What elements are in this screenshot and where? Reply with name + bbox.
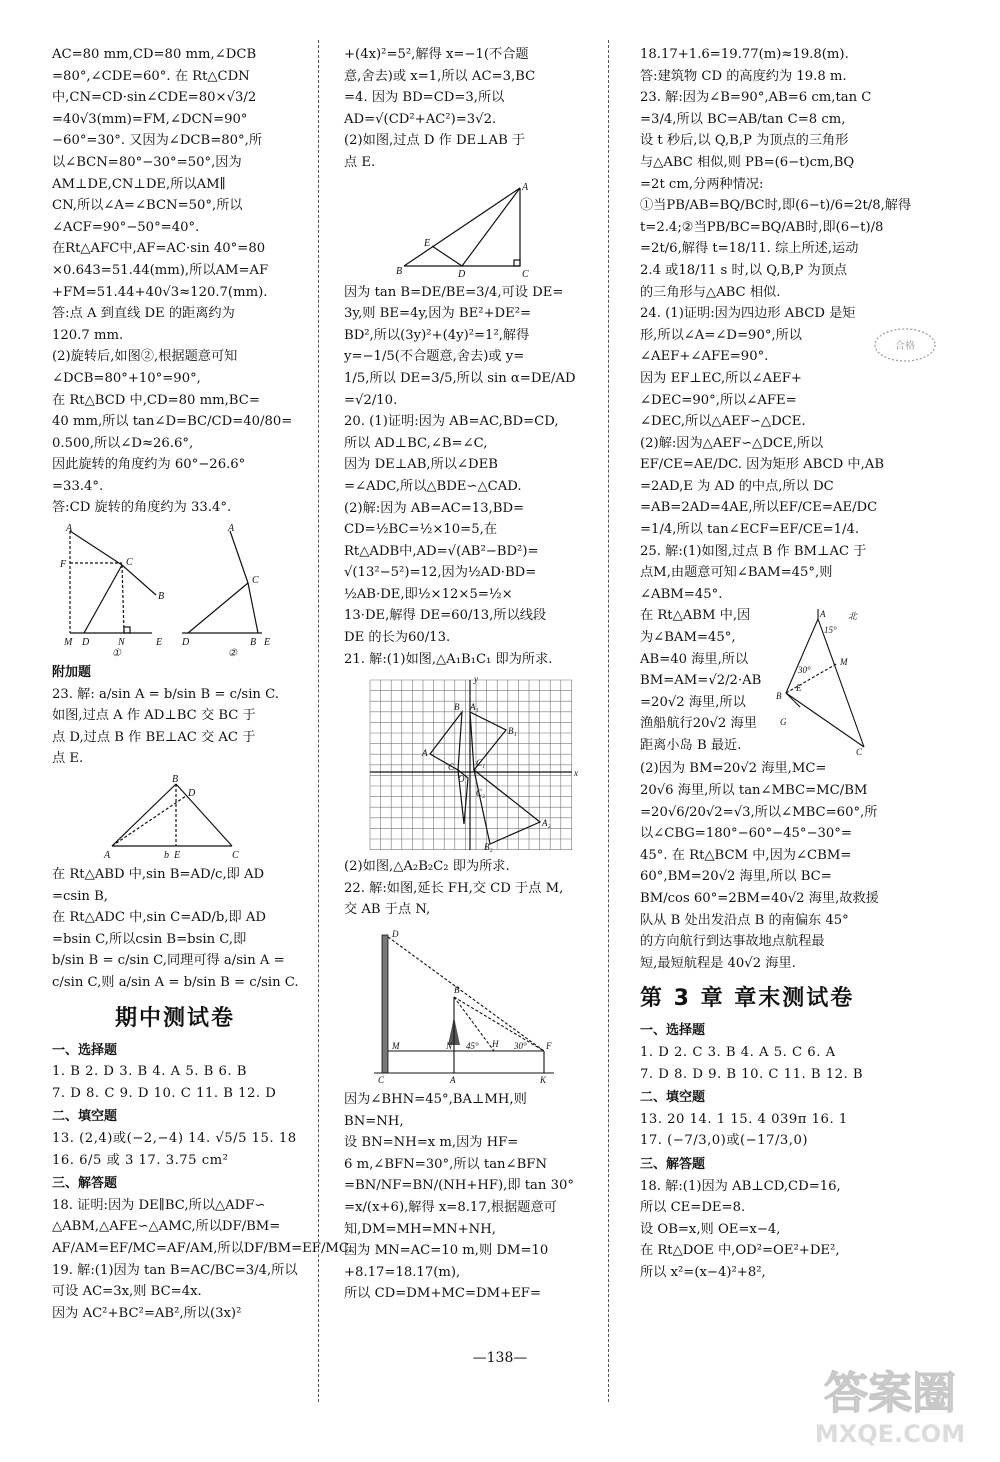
fig6-label: F xyxy=(546,1041,552,1052)
fig1-label: C xyxy=(126,557,133,569)
col2-text-d xyxy=(344,1089,584,1305)
fig5-label: C₁ xyxy=(476,758,486,769)
column-2 xyxy=(344,44,584,1305)
text-line: 以∠CBG=180°−60°−45°−30°= xyxy=(640,826,852,842)
fig1-label: N xyxy=(118,637,125,649)
text-line: 20√6 海里,所以 tan∠MBC=MC/BM xyxy=(640,783,868,799)
text-line: +8.17=18.17(m), xyxy=(344,1264,461,1280)
text-line: AF/AM=EF/MC=AF/AM,所以DF/BM=EF/MC. xyxy=(52,1240,353,1256)
fig2-label: D xyxy=(182,637,190,649)
col2-text-c xyxy=(344,856,584,921)
text-line: BM=AM=√2/2·AB xyxy=(640,673,762,689)
choice-answers-1: 1. D 2. C 3. B 4. A 5. C 6. A xyxy=(640,1044,836,1060)
text-line: 1/5,所以 DE=3/5,所以 sin α=DE/AD xyxy=(344,370,576,386)
fill-answers-1: 13. (2,4)或(−2,−4) 14. √5/5 15. 18 xyxy=(52,1130,297,1146)
fig1-label: F xyxy=(60,559,67,571)
text-line: 21. 解:(1)如图,△A₁B₁C₁ 即为所求. xyxy=(344,651,553,667)
fig3-label: A xyxy=(104,850,111,862)
midterm-test-title: 期中测试卷 xyxy=(114,1005,235,1031)
text-line: (2)解:因为 AB=AC=13,BD= xyxy=(344,500,525,516)
text-line: ∠ABM=45°. xyxy=(640,586,723,602)
text-line: =2AD,E 为 AD 的中点,所以 DC xyxy=(640,478,834,494)
text-line: ∠DEC=90°,所以∠AFE= xyxy=(640,392,797,408)
fig2-label: E xyxy=(264,637,271,649)
stamp-text: 合格 xyxy=(895,341,915,352)
text-line: 短,最短航程是 40√2 海里. xyxy=(640,955,796,971)
section-fill: 二、填空题 xyxy=(640,1090,706,1106)
text-line: =∠ADC,所以△BDE∽△CAD. xyxy=(344,478,522,494)
text-line: ∠DEC,所以△AEF∽△DCE. xyxy=(640,414,806,430)
fig5-label: A₁ xyxy=(470,702,479,713)
text-line: 点 E. xyxy=(344,154,376,170)
text-line: 因为 MN=AC=10 m,则 DM=10 xyxy=(344,1243,549,1259)
text-line: 20. (1)证明:因为 AB=AC,BD=CD, xyxy=(344,414,559,430)
text-line: =33.4°. xyxy=(52,478,104,494)
text-line: =BN/NF=BN/(NH+HF),即 tan 30° xyxy=(344,1178,574,1194)
fig2-label: A xyxy=(228,523,235,535)
col1-text-c xyxy=(52,864,298,994)
text-line: 在 Rt△DOE 中,OD²=OE²+DE², xyxy=(640,1243,840,1259)
col2-text-b xyxy=(344,282,584,671)
fig3-label: b xyxy=(164,850,169,862)
text-line: BD²,所以(3y)²+(4y)²=1²,解得 xyxy=(344,327,530,343)
text-line: 所以 CE=DE=8. xyxy=(640,1200,746,1216)
fig7-label: B xyxy=(776,691,782,702)
text-line: +FM=51.44+40√3≈120.7(mm). xyxy=(52,284,268,300)
text-line: 在Rt△AFC中,AF=AC·sin 40°=80 xyxy=(52,241,266,257)
section-fill: 二、填空题 xyxy=(52,1109,118,1125)
fig6-label: B xyxy=(454,985,460,996)
text-line: b/sin B = c/sin C,同理可得 a/sin A = xyxy=(52,953,285,969)
text-line: =x/(x+6),解得 x=8.17,根据题意可 xyxy=(344,1200,557,1215)
text-line: =4. 因为 BD=CD=3,所以 xyxy=(344,90,505,106)
text-line: 与△ABC 相似,则 PB=(6−t)cm,BQ xyxy=(640,154,855,170)
text-line: 答:CD 旋转的角度约为 33.4°. xyxy=(52,500,232,516)
text-line: t=2.4;②当PB/BC=BQ/AB时,即(6−t)/8 xyxy=(640,219,884,235)
text-line: 在 Rt△ADC 中,sin C=AD/b,即 AD xyxy=(52,910,266,926)
text-line: y=−1/5(不合题意,舍去)或 y= xyxy=(344,349,525,365)
text-line: 点M,由题意可知∠BAM=45°,则 xyxy=(640,565,833,581)
col3-text-b xyxy=(640,605,770,756)
text-line: CN,所以∠A=∠BCN=50°,所以 xyxy=(52,198,243,214)
fig1-label: ① xyxy=(112,648,121,660)
text-line: 18. 证明:因为 DE∥BC,所以△ADF∽ xyxy=(52,1197,266,1213)
text-line: (2)因为 BM=20√2 海里,MC= xyxy=(640,761,827,777)
text-line: ∠DCB=80°+10°=90°, xyxy=(52,370,201,386)
text-line: 22. 解:如图,延长 FH,交 CD 于点 M, xyxy=(344,880,564,896)
fig7-label: M xyxy=(840,657,848,668)
column-divider-left xyxy=(318,40,319,1402)
text-line: =csin B, xyxy=(52,888,108,904)
text-line: 为∠BAM=45°, xyxy=(640,630,736,646)
text-line: =40√3(mm)=FM,∠DCN=90° xyxy=(52,111,248,127)
fig7-label: E xyxy=(796,683,802,694)
text-line: =3/4,所以 BC=AB/tan C=8 cm, xyxy=(640,111,846,127)
text-line: 的方向航行到达事故地点航程最 xyxy=(640,934,825,950)
text-line: 23. 解:因为∠B=90°,AB=6 cm,tan C xyxy=(640,90,872,106)
text-line: 因为 EF⊥EC,所以∠AEF+ xyxy=(640,370,802,386)
text-line: 所以 CD=DM+MC=DM+EF= xyxy=(344,1286,542,1302)
figure-grid-transform xyxy=(344,674,584,852)
text-line: 40 mm,所以 tan∠D=BC/CD=40/80= xyxy=(52,414,293,430)
text-line: 可设 AC=3x,则 BC=4x. xyxy=(52,1284,202,1300)
choice-answers-2: 7. D 8. D 9. B 10. C 11. B 12. B xyxy=(640,1066,864,1082)
text-line: 中,CN=CD·sin∠CDE=80×√3/2 xyxy=(52,90,257,106)
text-line: BM/cos 60°=2BM=40√2 海里,故救援 xyxy=(640,891,879,906)
fig3-label: E xyxy=(174,850,181,862)
fig4-label: D xyxy=(458,268,466,280)
fig6-label: 45° xyxy=(466,1041,479,1052)
fig3-label: C xyxy=(232,850,239,862)
text-line: 渔船航行20√2 海里 xyxy=(640,716,757,732)
text-line: 6 m,∠BFN=30°,所以 tan∠BFN xyxy=(344,1156,547,1172)
text-line: 如图,过点 A 作 AD⊥BC 交 BC 于 xyxy=(52,708,256,724)
fig5-label: O xyxy=(458,774,465,785)
fig5-label: A₂ xyxy=(542,818,551,829)
text-line: 点 D,过点 B 作 BE⊥AC 交 AC 于 xyxy=(52,729,256,745)
text-line: AM⊥DE,CN⊥DE,所以AM∥ xyxy=(52,176,226,192)
figure-right-triangle xyxy=(344,178,584,278)
text-line: 3y,则 BE=4y,因为 BE²+DE²= xyxy=(344,306,532,322)
text-line: =20√2 海里,所以 xyxy=(640,694,746,710)
text-line: ×0.643=51.44(mm),所以AM=AF xyxy=(52,262,269,278)
text-line: 因为∠BHN=45°,BA⊥MH,则 xyxy=(344,1092,527,1108)
text-line: 点 E. xyxy=(52,751,84,767)
fig6-label: D xyxy=(392,929,399,940)
text-line: 24. (1)证明:因为四边形 ABCD 是矩 xyxy=(640,306,856,322)
fig5-label: B₁ xyxy=(508,726,517,737)
fig4-label: C xyxy=(522,268,529,280)
text-line: (2)解:因为△AEF∽△DCE,所以 xyxy=(640,435,824,451)
fig5-label: B xyxy=(454,702,460,713)
page-number: —138— xyxy=(472,1350,528,1366)
fig1-label: M xyxy=(64,637,73,649)
text-line: c/sin C,则 a/sin A = b/sin B = c/sin C. xyxy=(52,975,299,990)
figure-triangle-abc xyxy=(52,774,292,860)
text-line: 因此旋转的角度约为 60°−26.6° xyxy=(52,457,246,473)
text-line: =2t/6,解得 t=18/11. 综上所述,运动 xyxy=(640,241,859,257)
text-line: √(13²−5²)=12,因为½AD·BD= xyxy=(344,565,537,581)
text-line: 45°. 在 Rt△BCM 中,因为∠CBM= xyxy=(640,847,852,863)
section-choice: 一、选择题 xyxy=(52,1042,118,1058)
text-line: BN=NH, xyxy=(344,1113,404,1129)
choice-answers-1: 1. B 2. D 3. B 4. A 5. B 6. B xyxy=(52,1064,247,1080)
fig7-label: 北 xyxy=(848,611,858,622)
fig6-label: C xyxy=(378,1075,385,1086)
text-line: 交 AB 于点 N, xyxy=(344,902,431,918)
text-line: EF/CE=AE/DC. 因为矩形 ABCD 中,AB xyxy=(640,457,885,473)
watermark-text-en: MXQE.COM xyxy=(814,1420,966,1448)
fig3-label: D xyxy=(188,788,196,800)
text-line: =√2/10. xyxy=(344,392,398,408)
col1-text-b xyxy=(52,684,298,770)
text-line: CD=½BC=½×10=5,在 xyxy=(344,522,498,538)
choice-answers-2: 7. D 8. C 9. D 10. C 11. B 12. D xyxy=(52,1085,277,1101)
watermark-text-cn: 答案圈 xyxy=(824,1368,956,1419)
fig5-label: x xyxy=(574,768,578,779)
text-line: +(4x)²=5²,解得 x=−1(不合题 xyxy=(344,47,529,62)
fill-answers-1: 13. 20 14. 1 15. 4 039π 16. 1 xyxy=(640,1111,848,1127)
text-line: (2)如图,△A₂B₂C₂ 即为所求. xyxy=(344,859,510,875)
text-line: 13·DE,解得 DE=60/13,所以线段 xyxy=(344,608,547,624)
text-line: 形,所以∠A=∠D=90°,所以 xyxy=(640,327,802,343)
text-line: DE 的长为60/13. xyxy=(344,630,451,646)
text-line: ①当PB/AB=BQ/BC时,即(6−t)/6=2t/8,解得 xyxy=(640,198,912,214)
section-solve: 三、解答题 xyxy=(640,1156,706,1172)
text-line: 120.7 mm. xyxy=(52,327,124,343)
text-line: ∠AEF+∠AFE=90°. xyxy=(640,349,769,365)
fig5-label: B₂ xyxy=(484,842,493,853)
text-line: 在 Rt△ABM 中,因 xyxy=(640,608,751,624)
text-line: 在 Rt△BCD 中,CD=80 mm,BC= xyxy=(52,392,260,408)
col2-text-a xyxy=(344,44,584,174)
figure-rotation-diagram xyxy=(52,523,292,658)
text-line: 0.500,所以∠D≈26.6°, xyxy=(52,435,194,451)
text-line: 19. 解:(1)因为 tan B=AC/BC=3/4,所以 xyxy=(52,1262,298,1278)
fig7-label: C xyxy=(856,747,863,758)
text-line: 所以 AD⊥BC,∠B=∠C, xyxy=(344,435,488,451)
fig5-label: A xyxy=(422,748,428,759)
column-divider-right xyxy=(608,40,609,1402)
text-line: 23. 解: a/sin A = b/sin B = c/sin C. xyxy=(52,686,279,702)
fill-answers-2: 16. 6/5 或 3 17. 3.75 cm² xyxy=(52,1152,229,1168)
fig7-label: 30° xyxy=(798,665,811,676)
fig5-label: y xyxy=(474,674,478,685)
text-line: 答:点 A 到直线 DE 的距离约为 xyxy=(52,306,235,322)
fig2-label: ② xyxy=(228,648,237,660)
text-line: =bsin C,所以csin B=bsin C,即 xyxy=(52,931,247,947)
text-line: 18. 解:(1)因为 AB⊥CD,CD=16, xyxy=(640,1178,841,1194)
text-line: 距离小岛 B 最近. xyxy=(640,738,742,753)
col3-text-d xyxy=(640,1176,876,1284)
stamp-mark xyxy=(870,325,940,365)
fig1-label: A xyxy=(66,523,73,535)
section-solve: 三、解答题 xyxy=(52,1176,118,1192)
fig4-label: B xyxy=(396,265,403,277)
fig3-label: B xyxy=(172,774,179,786)
text-line: (2)如图,过点 D 作 DE⊥AB 于 xyxy=(344,133,526,149)
text-line: 在 Rt△ABD 中,sin B=AD/c,即 AD xyxy=(52,867,265,883)
text-line: −60°=30°. 又因为∠DCB=80°,所 xyxy=(52,133,263,149)
text-line: 设 BN=NH=x m,因为 HF= xyxy=(344,1135,519,1151)
fig1-label: E xyxy=(156,637,163,649)
fig5-label: C₂ xyxy=(476,788,486,799)
text-line: 所以 x²=(x−4)²+8², xyxy=(640,1264,766,1280)
figure-navigation-map xyxy=(776,607,876,758)
text-line: AD=√(CD²+AC²)=3√2. xyxy=(344,111,497,127)
text-line: △ABM,△AFE∽△AMC,所以DF/BM= xyxy=(52,1219,281,1235)
col1-text-a xyxy=(52,44,298,519)
text-line: 因为 AC²+BC²=AB²,所以(3x)² xyxy=(52,1305,242,1321)
column-1 xyxy=(52,44,353,1324)
section-choice: 一、选择题 xyxy=(640,1023,706,1039)
fig7-label: G xyxy=(780,717,787,728)
text-line: 因为 DE⊥AB,所以∠DEB xyxy=(344,457,498,473)
fig6-label: N xyxy=(446,1041,453,1052)
fig2-label: C xyxy=(252,575,259,587)
text-line: 60°,BM=20√2 海里,所以 BC= xyxy=(640,869,832,885)
fig1-label: D xyxy=(82,637,90,649)
text-line: (2)旋转后,如图②,根据题意可知 xyxy=(52,349,238,365)
col3-text-c xyxy=(640,758,879,974)
fig6-label: M xyxy=(392,1041,400,1052)
text-line: 队从 B 处出发沿点 B 的南偏东 45° xyxy=(640,912,849,928)
chapter3-test-title: 第 3 章 章末测试卷 xyxy=(640,986,855,1012)
text-line: =2t cm,分两种情况: xyxy=(640,176,764,192)
fig7-label: 15° xyxy=(824,625,837,636)
q25-block xyxy=(640,605,876,758)
fig4-label: E xyxy=(424,237,431,249)
watermark-logo xyxy=(792,1352,988,1452)
extra-questions-title: 附加题 xyxy=(52,665,92,681)
text-line: 知,DM=MH=MN+NH, xyxy=(344,1221,496,1237)
text-line: =AB=2AD=4AE,所以EF/CE=AE/DC xyxy=(640,500,878,516)
text-line: Rt△ADB中,AD=√(AB²−BD²)= xyxy=(344,543,539,559)
text-line: 25. 解:(1)如图,过点 B 作 BM⊥AC 于 xyxy=(640,543,867,559)
text-line: 答:建筑物 CD 的高度约为 19.8 m. xyxy=(640,68,847,84)
text-line: =1/4,所以 tan∠ECF=EF/CE=1/4. xyxy=(640,522,860,538)
figure-building-height xyxy=(344,925,584,1085)
fig6-label: K xyxy=(540,1075,547,1086)
text-line: AB=40 海里,所以 xyxy=(640,651,749,667)
text-line: AC=80 mm,CD=80 mm,∠DCB xyxy=(52,47,257,62)
fig7-label: A xyxy=(820,609,826,620)
fig6-label: 30° xyxy=(514,1041,527,1052)
fill-answers-2: 17. (−7/3,0)或(−17/3,0) xyxy=(640,1133,809,1149)
text-line: 意,舍去)或 x=1,所以 AC=3,BC xyxy=(344,68,536,84)
text-line: =80°,∠CDE=60°. 在 Rt△CDN xyxy=(52,68,250,84)
fig4-label: A xyxy=(522,181,529,193)
col1-text-d xyxy=(52,1195,353,1325)
fig2-label: B xyxy=(250,637,257,649)
text-line: 18.17+1.6=19.77(m)≈19.8(m). xyxy=(640,47,849,62)
text-line: 以∠BCN=80°−30°=50°,因为 xyxy=(52,154,242,170)
fig6-label: H xyxy=(492,1039,499,1050)
fig1-label: B xyxy=(158,591,165,603)
text-line: =20√6/20√2=√3,所以∠MBC=60°,所 xyxy=(640,804,878,820)
text-line: ½AB·DE,即½×12×5=½× xyxy=(344,586,513,602)
text-line: 的三角形与△ABC 相似. xyxy=(640,284,781,300)
fig6-label: A xyxy=(450,1075,456,1086)
text-line: 2.4 或18/11 s 时,以 Q,B,P 为顶点 xyxy=(640,262,848,278)
text-line: 设 OB=x,则 OE=x−4, xyxy=(640,1221,781,1237)
text-line: 因为 tan B=DE/BE=3/4,可设 DE= xyxy=(344,284,564,300)
fig5-label: C xyxy=(448,762,455,773)
text-line: ∠ACF=90°−50°=40°. xyxy=(52,219,200,235)
text-line: 设 t 秒后,以 Q,B,P 为顶点的三角形 xyxy=(640,133,849,149)
